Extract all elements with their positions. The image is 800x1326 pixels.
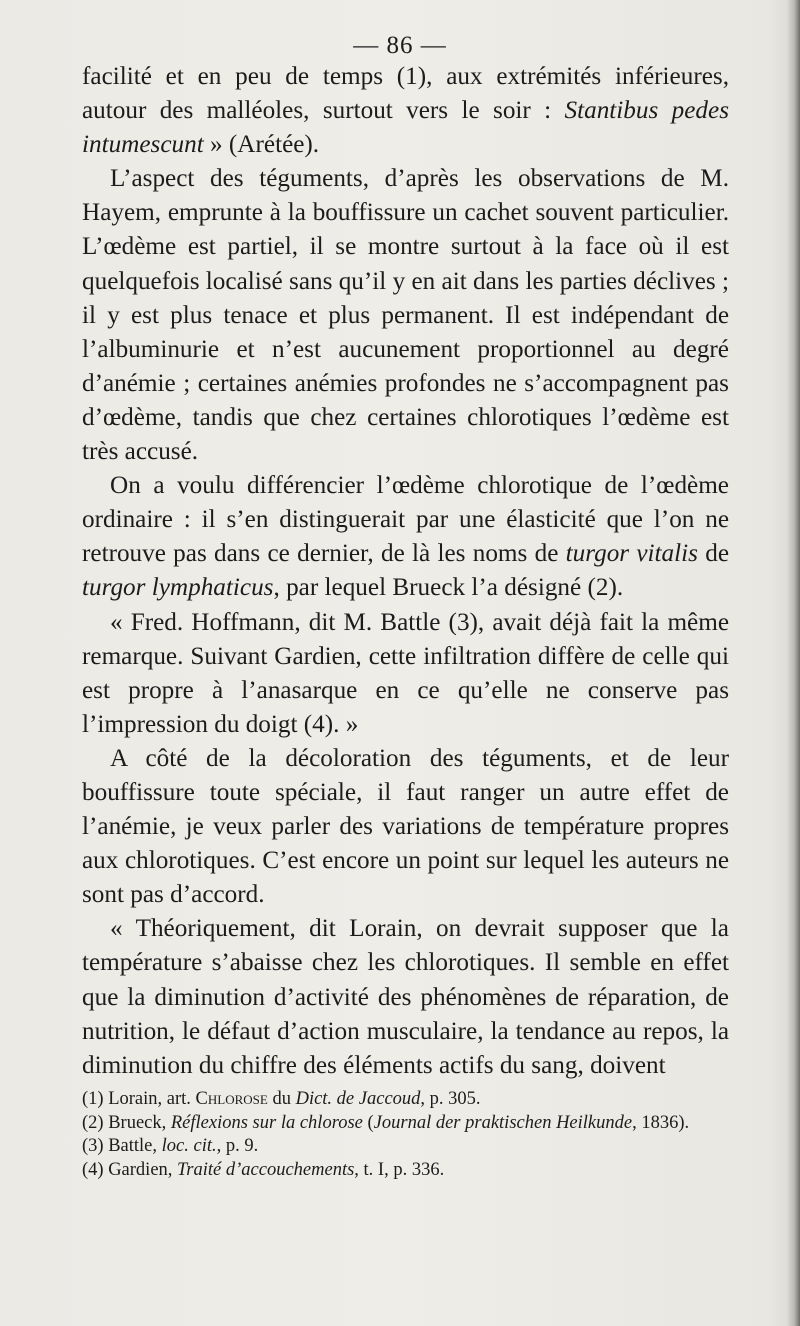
citation-title: Dict. de Jaccoud: [295, 1089, 421, 1109]
text-segment: , p. 305.: [420, 1089, 481, 1109]
text-segment: , par lequel Brueck l’a désigné (2).: [273, 574, 624, 602]
latin-term: turgor lymphaticus: [82, 574, 274, 602]
citation-title: Réflexions sur la chlorose: [170, 1112, 363, 1133]
footnotes: [82, 1088, 729, 1182]
paragraph-6: [82, 912, 729, 1082]
text-segment: On a voulu différencier l’œdème chlorotique de l’œdème ordinaire : il s’en distinguerait par une élasticité que l’on ne retrouve pas dans ce dernier, de là les noms de: [82, 472, 729, 568]
footnote-2: [82, 1112, 729, 1136]
text-segment: A côté de la décoloration des téguments, et de leur bouffissure toute spéciale, il faut ranger un autre effet de l’anémie, je veux parler des variations de température propres aux chlorotiques. C’est encore un point sur lequel les auteurs ne sont pas d’accord.: [82, 744, 729, 909]
footnote-1: [82, 1088, 729, 1112]
paragraph-3: [82, 469, 729, 605]
body-text: [82, 60, 729, 1083]
text-segment: (: [362, 1112, 374, 1133]
citation-title: Traité d’accouchements: [177, 1159, 355, 1180]
paragraph-1: [82, 60, 729, 162]
text-segment: (3) Battle,: [82, 1136, 162, 1156]
latin-term: turgor vitalis: [565, 540, 698, 568]
text-segment: « Théoriquement, dit Lorain, on devrait supposer que la température s’abaisse chez les chlorotiques. Il semble en effet que la diminution d’activité des phénomènes de réparation, de nutrition, le défaut d’action musculaire, la tendance au repos, la diminution du chiffre des éléments actifs du sang, doivent: [82, 915, 729, 1079]
footnote-4: [82, 1159, 729, 1183]
citation-title: loc. cit.: [161, 1136, 217, 1156]
text-segment: facilité et en peu de temps (1), aux extrémités inférieures, autour des malléoles, surtout vers le soir :: [82, 63, 729, 125]
text-segment: (1) Lorain, art.: [82, 1089, 196, 1109]
paragraph-4: [82, 606, 729, 742]
text-segment: du: [267, 1089, 296, 1109]
text-segment: » (Arétée).: [203, 131, 320, 159]
paragraph-2: [82, 162, 729, 469]
text-segment: , 1836).: [632, 1112, 690, 1133]
text-segment: , t. I, p. 336.: [354, 1159, 445, 1180]
page-number: — 86 —: [353, 32, 447, 59]
citation-title: Journal der praktischen Heilkunde: [373, 1112, 633, 1133]
footnote-3: [82, 1135, 729, 1159]
paragraph-5: [82, 742, 729, 912]
text-segment: (4) Gardien,: [82, 1159, 178, 1180]
page-edge-shadow: [786, 0, 800, 1326]
text-segment: (2) Brueck,: [82, 1112, 171, 1133]
small-caps-term: Chlorose: [195, 1089, 268, 1109]
latin-quote: Stantibus pedes intumescunt: [82, 97, 729, 159]
text-segment: L’aspect des téguments, d’après les observations de M. Hayem, emprunte à la bouffissure un cachet souvent particulier. L’œdème est partiel, il se montre surtout à la face où il est quelquefois localisé sans qu’il y en ait dans les parties déclives ; il y est plus tenace et plus permanent. Il est indépendant de l’albuminurie et n’est aucunement proportionnel au degré d’anémie ; certaines anémies profondes ne s’accompagnent pas d’œdème, tandis que chez certaines chlorotiques l’œdème est très accusé.: [82, 165, 730, 466]
text-segment: , p. 9.: [216, 1136, 259, 1156]
text-segment: de: [697, 540, 729, 568]
text-segment: « Fred. Hoffmann, dit M. Battle (3), avait déjà fait la même remarque. Suivant Gardien, cette infiltration diffère de celle qui est propre à l’anasarque en ce qu’elle ne conserve pas l’impression du doigt (4). »: [82, 608, 729, 738]
